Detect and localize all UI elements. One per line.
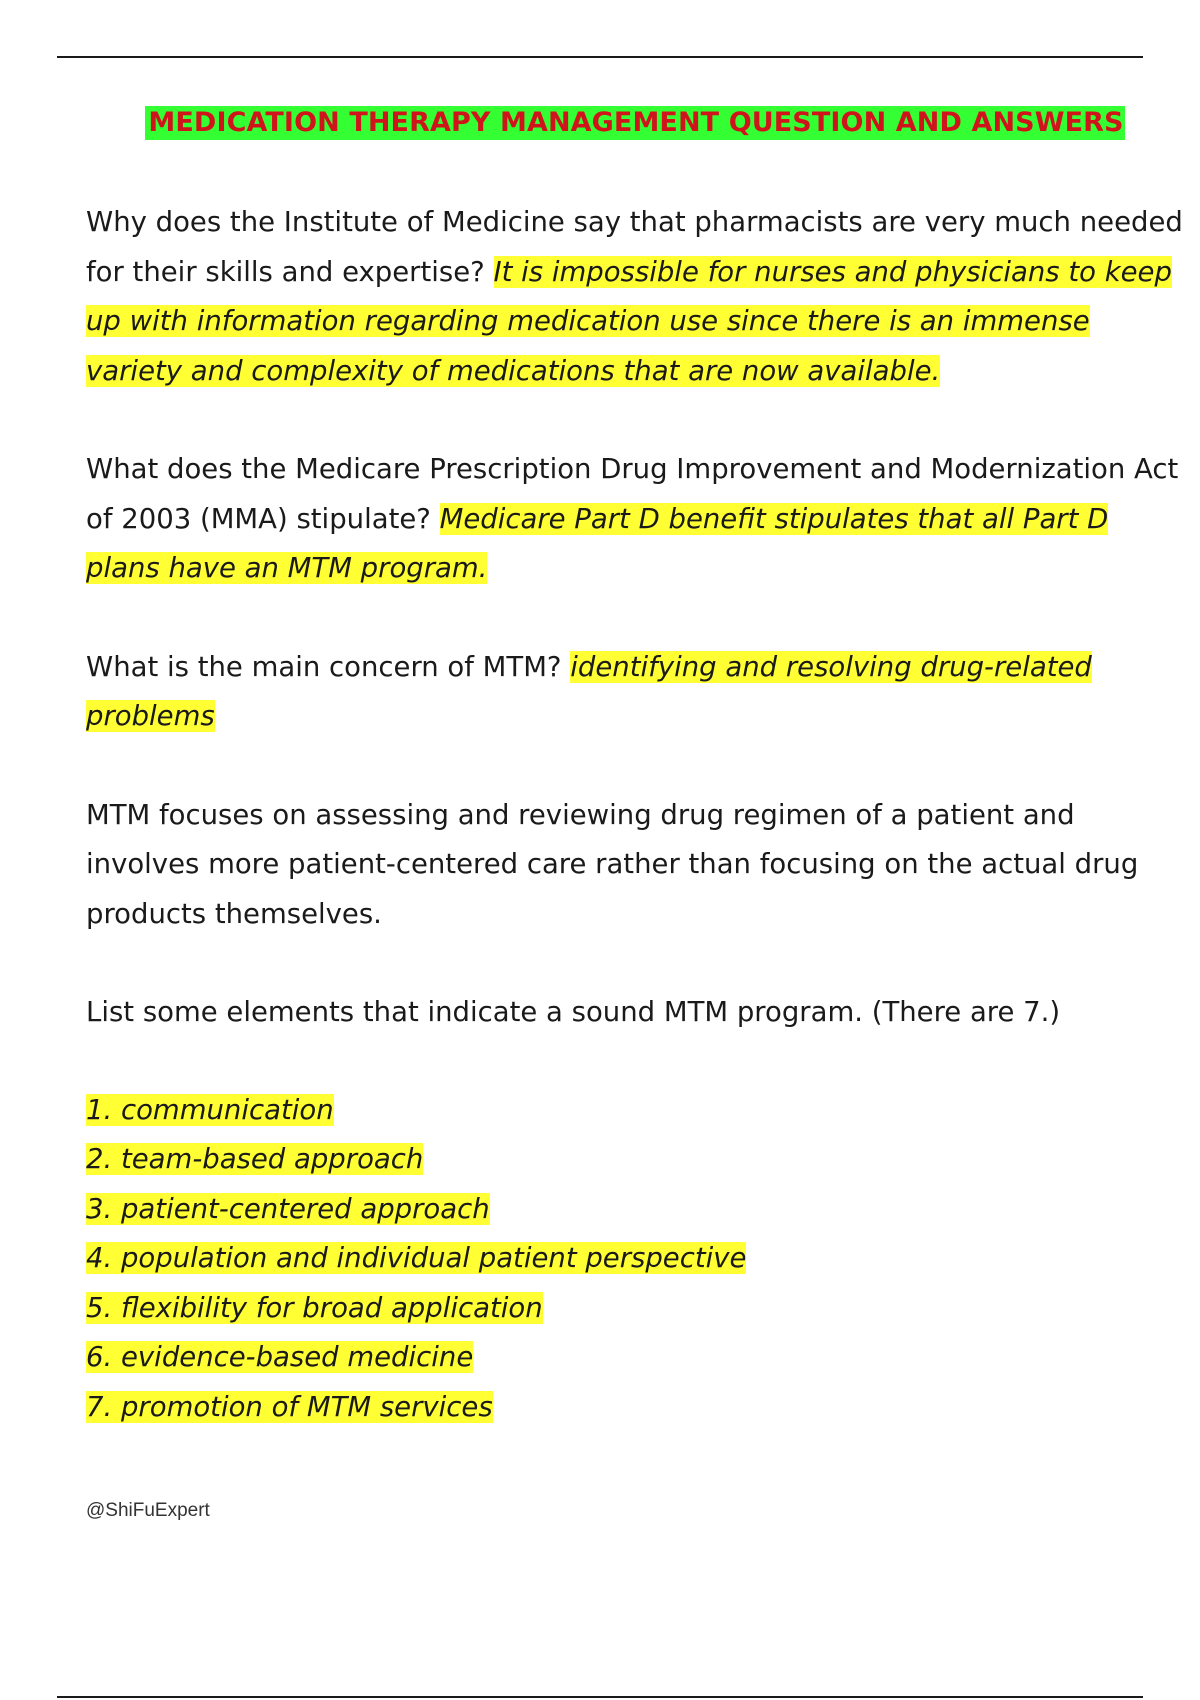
list-item <box>86 1086 1186 1136</box>
bottom-rule <box>57 1696 1143 1698</box>
list-question: List some elements that indicate a sound MTM program. (There are 7.) <box>86 996 1061 1028</box>
list-item-text: 6. evidence-based medicine <box>86 1341 474 1373</box>
list-item-text: 1. communication <box>86 1093 334 1126</box>
top-rule <box>57 56 1143 58</box>
list-item <box>86 1284 1186 1334</box>
list-item <box>86 1135 1186 1185</box>
qa-item-3 <box>86 643 1186 742</box>
qa-item-2 <box>86 445 1186 594</box>
list-item <box>86 1333 1186 1383</box>
list-item <box>86 1383 1186 1433</box>
qa-item-1 <box>86 198 1186 396</box>
question-text: What does the Medicare Prescription Drug Improvement and Modernization Act of 2003 (MMA) stipulate? <box>86 453 1179 535</box>
document-title: MEDICATION THERAPY MANAGEMENT QUESTION AND ANSWERS <box>145 106 1124 140</box>
question-text: Why does the Institute of Medicine say that pharmacists are very much needed for their skills and expertise? <box>86 206 1183 288</box>
answer-text: identifying and resolving drug-related problems <box>86 650 1092 732</box>
answer-text: It is impossible for nurses and physicians to keep up with information regarding medication use since there is an immense variety and complexity of medications that are now available. <box>86 255 1172 387</box>
list-item <box>86 1234 1186 1284</box>
elements-list <box>86 1086 1186 1433</box>
list-item-text: 7. promotion of MTM services <box>86 1390 493 1423</box>
list-item-text: 4. population and individual patient perspective <box>86 1242 747 1274</box>
list-item <box>86 1185 1186 1235</box>
document-body <box>86 198 1186 1432</box>
footer-handle: @ShiFuExpert <box>86 1500 210 1521</box>
list-item-text: 3. patient-centered approach <box>86 1192 490 1225</box>
question-text: What is the main concern of MTM? <box>86 650 562 683</box>
answer-text: Medicare Part D benefit stipulates that all Part D plans have an MTM program. <box>86 502 1109 584</box>
statement-paragraph: MTM focuses on assessing and reviewing drug regimen of a patient and involves more patient-centered care rather than focusing on the actual drug products themselves. <box>86 798 1139 930</box>
list-item-text: 2. team-based approach <box>86 1143 424 1175</box>
title-container <box>0 106 1200 140</box>
list-item-text: 5. flexibility for broad application <box>86 1291 543 1324</box>
